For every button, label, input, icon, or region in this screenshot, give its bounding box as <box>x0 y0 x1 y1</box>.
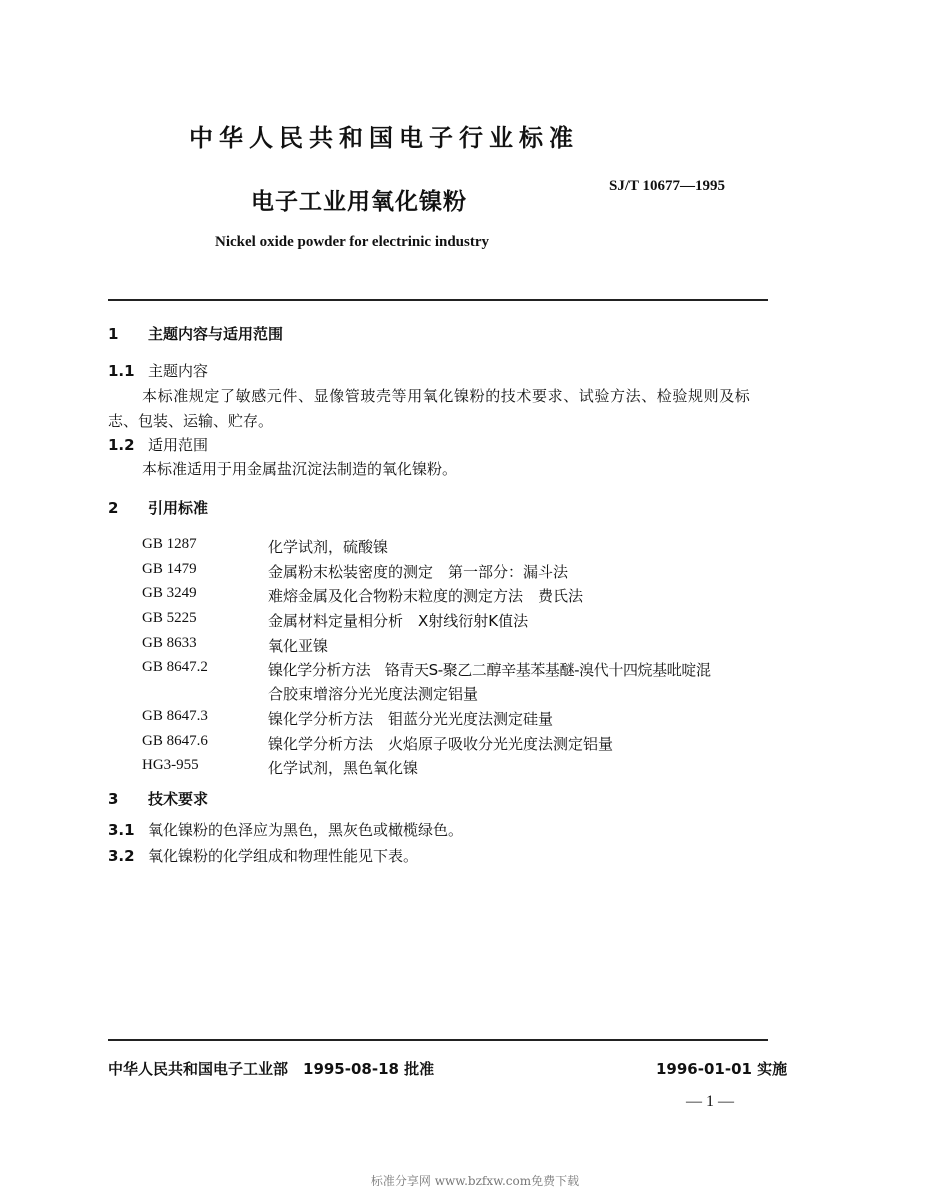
clause-3-2 <box>108 845 418 866</box>
section-1-heading <box>108 323 283 344</box>
section-3-heading <box>108 788 208 809</box>
reference-code: GB 8647.2 <box>142 659 208 675</box>
section-1-2-heading <box>108 434 208 455</box>
section-title: 主题内容与适用范围 <box>148 325 284 343</box>
reference-code: GB 8633 <box>142 635 197 651</box>
section-number: 2 <box>108 499 119 517</box>
reference-title: 化学试剂，黑色氧化镍 <box>268 759 419 777</box>
paragraph-line: 本标准规定了敏感元件、显像管玻壳等用氧化镍粉的技术要求、试验方法、检验规则及标 <box>142 387 751 405</box>
reference-code: HG3-955 <box>142 757 199 773</box>
clause-text: 氧化镍粉的化学组成和物理性能见下表。 <box>148 847 419 865</box>
reference-code: GB 5225 <box>142 610 197 626</box>
section-number: 1.2 <box>108 436 135 454</box>
reference-title: 镍化学分析方法 火焰原子吸收分光光度法测定铝量 <box>268 735 614 753</box>
section-title: 技术要求 <box>148 790 209 808</box>
reference-title: 化学试剂，硫酸镍 <box>268 538 389 556</box>
top-divider <box>108 299 768 301</box>
paragraph-line: 本标准适用于用金属盐沉淀法制造的氧化镍粉。 <box>142 460 458 478</box>
page-number: — 1 — <box>686 1093 734 1110</box>
reference-title-continued: 合胶束增溶分光光度法测定铝量 <box>268 685 479 703</box>
clause-number: 3.1 <box>108 821 135 839</box>
reference-title: 难熔金属及化合物粉末粒度的测定方法 费氏法 <box>268 587 584 605</box>
standard-number: SJ/T 10677—1995 <box>609 178 725 194</box>
paragraph-line: 志、包装、运输、贮存。 <box>108 412 274 430</box>
reference-code: GB 1479 <box>142 561 197 577</box>
reference-title: 金属材料定量相分析 X射线衍射K值法 <box>268 612 529 630</box>
reference-code: GB 8647.3 <box>142 708 208 724</box>
section-number: 1 <box>108 325 119 343</box>
issuer-approval: 中华人民共和国电子工业部 1995-08-18 批准 <box>108 1060 435 1078</box>
reference-title: 镍化学分析方法 铬青天S-聚乙二醇辛基苯基醚-溴代十四烷基吡啶混 <box>268 661 711 679</box>
english-title: Nickel oxide powder for electrinic industry <box>215 234 489 250</box>
reference-title: 金属粉末松装密度的测定 第一部分：漏斗法 <box>268 563 569 581</box>
section-title: 引用标准 <box>148 499 209 517</box>
org-standard-heading: 中华人民共和国电子行业标准 <box>189 124 579 152</box>
section-number: 1.1 <box>108 362 135 380</box>
reference-code: GB 1287 <box>142 536 197 552</box>
clause-number: 3.2 <box>108 847 135 865</box>
section-title: 适用范围 <box>148 436 209 454</box>
section-2-heading <box>108 497 208 518</box>
reference-title: 氧化亚镍 <box>268 637 329 655</box>
document-title: 电子工业用氧化镍粉 <box>251 189 467 215</box>
effective-date: 1996-01-01 实施 <box>656 1060 788 1078</box>
footer-divider <box>108 1039 768 1041</box>
reference-title: 镍化学分析方法 钼蓝分光光度法测定硅量 <box>268 710 554 728</box>
reference-code: GB 3249 <box>142 585 197 601</box>
clause-text: 氧化镍粉的色泽应为黑色，黑灰色或橄榄绿色。 <box>148 821 464 839</box>
reference-code: GB 8647.6 <box>142 733 208 749</box>
section-1-1-heading <box>108 360 208 381</box>
clause-3-1 <box>108 819 463 840</box>
section-title: 主题内容 <box>148 362 209 380</box>
watermark: 标准分享网 www.bzfxw.com免费下载 <box>370 1174 580 1188</box>
section-number: 3 <box>108 790 119 808</box>
